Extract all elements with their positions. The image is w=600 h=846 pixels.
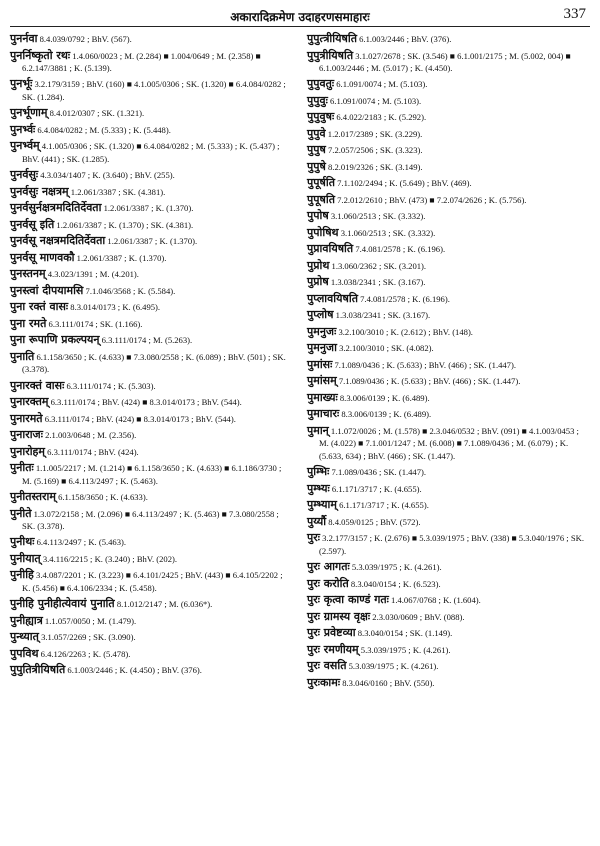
index-entry (10, 334, 293, 347)
entry-references: 7.1.102/2494 ; K. (5.649) ; BhV. (469). (334, 178, 472, 189)
index-entry (10, 50, 293, 76)
index-entry (307, 95, 590, 108)
entry-references: 3.2.177/3157 ; K. (2.676) ■ 5.3.039/1975 ; BhV. (338) ■ 5.3.040/1976 ; SK. (2.597). (319, 533, 584, 556)
entry-headword: पुनारमते (10, 411, 43, 425)
index-entry (10, 553, 293, 566)
index-entry (10, 78, 293, 104)
entry-references: 8.2.019/2326 ; SK. (3.149). (325, 161, 423, 172)
index-entry (10, 301, 293, 314)
entry-references: 6.1.158/3650 ; K. (4.633) ■ 7.3.080/2558 ; K. (6.089) ; BhV. (501) ; SK. (3.378). (22, 351, 286, 375)
entry-headword: पुनीथः (10, 535, 35, 549)
entry-headword: पुपुवुः (307, 93, 328, 107)
index-entry (307, 33, 590, 46)
index-entry (307, 499, 590, 512)
index-entry (10, 186, 293, 199)
left-column (10, 33, 293, 693)
entry-references: 7.2.012/2610 ; BhV. (473) ■ 7.2.074/2626 ; K. (5.756). (334, 194, 527, 205)
entry-references: 1.2.061/3387 ; K. (1.370). (101, 203, 194, 214)
entry-headword: पुनर्निष्कृतो रथः (10, 48, 71, 62)
index-entry (10, 648, 293, 661)
index-entry (307, 578, 590, 591)
index-entry (10, 631, 293, 644)
entry-headword: पुनर्वसू माणवकौ (10, 250, 75, 264)
entry-references: 7.1.089/0436 ; SK. (1.447). (329, 467, 427, 478)
index-entry (307, 50, 590, 76)
entry-references: 6.1.003/2446 ; BhV. (376). (356, 34, 452, 44)
entry-references: 6.1.171/3717 ; K. (4.655). (336, 500, 429, 511)
index-entry (10, 140, 293, 166)
entry-headword: पुनीहि (10, 568, 34, 582)
entry-references: 6.3.111/0174 ; K. (5.303). (64, 380, 156, 391)
entry-headword: पुनीहि पुनीहीत्येवायं पुनाति (10, 597, 115, 611)
entry-headword: पुपविथ (10, 646, 39, 660)
index-entry (10, 446, 293, 459)
entry-headword: पुप्रावयिषति (307, 242, 354, 256)
entry-references: 8.3.006/0139 ; K. (6.489). (337, 392, 430, 403)
entry-headword: पुपुषे (307, 159, 326, 173)
entry-references: 6.3.111/0174 ; M. (5.263). (99, 335, 193, 346)
entry-headword: पुप्लोष (307, 308, 334, 322)
entry-references: 8.3.006/0139 ; K. (6.489). (339, 409, 432, 420)
index-entry (10, 462, 293, 488)
index-entry (10, 429, 293, 442)
entry-headword: पुपुत्त्रीयिषति (307, 32, 357, 45)
entry-references: 1.1.057/0050 ; M. (1.479). (42, 615, 137, 626)
entry-references: 7.1.046/3568 ; K. (5.584). (83, 285, 176, 296)
index-entry (10, 107, 293, 120)
entry-references: 1.3.072/2158 ; M. (2.096) ■ 6.4.113/2497 ; K. (5.463) ■ 7.3.080/2558 ; SK. (3.378). (22, 508, 279, 531)
entry-references: 1.1.005/2217 ; M. (1.214) ■ 6.1.158/3650 ; K. (4.633) ■ 6.1.186/3730 ; M. (5.169) ■ 6.4.113/2497 ; K. (5.463). (22, 463, 282, 486)
entry-headword: पुनर्वसुः (10, 168, 39, 182)
entry-headword: पुनीतः (10, 461, 34, 475)
entry-headword: पुन्थ्यात् (10, 630, 39, 644)
index-entry (10, 598, 293, 611)
entry-headword: पुमनुजः (307, 324, 337, 338)
entry-headword: पुर्य्यौ (307, 514, 327, 528)
entry-headword: पुनीयात् (10, 551, 41, 565)
index-entry (307, 594, 590, 607)
entry-headword: पुरः वसति (307, 659, 347, 673)
entry-headword: पुनर्वसू इति (10, 217, 55, 231)
index-entry (307, 309, 590, 322)
index-entry (10, 219, 293, 232)
entry-references: 1.2.061/3387 ; K. (1.370) ; SK. (4.381). (54, 219, 194, 230)
entry-headword: पुरः रमणीयम् (307, 642, 359, 656)
index-entry (307, 111, 590, 124)
entry-references: 1.3.060/2362 ; SK. (3.201). (329, 260, 427, 271)
entry-references: 1.2.061/3387 ; SK. (4.381). (68, 186, 166, 197)
entry-references: 3.1.060/2513 ; SK. (3.332). (328, 211, 426, 222)
index-entry (10, 33, 293, 46)
entry-headword: पुनस्त्वां दीपयामसि (10, 283, 84, 297)
entry-headword: पुरःकामः (307, 675, 341, 689)
entry-headword: पुरः प्रवेष्टव्या (307, 626, 356, 640)
entry-references: 6.4.084/0282 ; M. (5.333) ; K. (5.448). (35, 124, 171, 135)
entry-references: 6.4.022/2183 ; K. (5.292). (334, 112, 427, 123)
running-title: अकारादिक्रमेण उदाहरणसमाहारः (230, 10, 370, 24)
right-column (307, 33, 590, 693)
columns (10, 33, 590, 693)
entry-references: 6.3.111/0174 ; BhV. (424). (44, 446, 139, 457)
entry-references: 1.2.061/3387 ; K. (1.370). (74, 252, 167, 263)
entry-references: 1.1.072/0026 ; M. (1.578) ■ 2.3.046/0532 ; BhV. (091) ■ 4.1.003/0453 ; M. (4.022) ■ 7.1.001/1247 ; M. (6.008) ■ 7.1.089/0436 ; M. (6.079) ; K. (5.633, 634) ; BhV. (466) ; SK. (1.447). (319, 425, 579, 461)
entry-headword: पुप्रोथ (307, 258, 330, 272)
index-entry (307, 516, 590, 529)
index-entry (307, 561, 590, 574)
index-entry (10, 413, 293, 426)
entry-headword: पुपुत्रीयिषति (307, 48, 354, 62)
entry-headword: पुना रमते (10, 316, 47, 330)
entry-references: 7.4.081/2578 ; K. (6.196). (357, 293, 450, 304)
index-entry (307, 532, 590, 558)
entry-headword: पुनीते (10, 506, 32, 520)
index-entry (10, 536, 293, 549)
entry-references: 8.4.039/0792 ; BhV. (567). (37, 34, 132, 44)
entry-references: 8.4.012/0307 ; SK. (1.321). (47, 108, 145, 119)
entry-headword: पुनर्वसुर्नक्षत्रमदितिर्देवता (10, 201, 102, 215)
entry-headword: पुरः आगतः (307, 560, 350, 574)
entry-headword: पुपुवुषः (307, 110, 335, 124)
index-entry (307, 293, 590, 306)
entry-references: 2.1.003/0648 ; M. (2.356). (42, 430, 137, 441)
index-entry (10, 615, 293, 628)
entry-references: 7.2.057/2506 ; SK. (3.323). (325, 145, 423, 156)
entry-headword: पुम्भिः (307, 465, 330, 479)
entry-references: 7.1.089/0436 ; K. (5.633) ; BhV. (466) ; SK. (1.447). (332, 359, 516, 370)
entry-headword: पुनर्वसुः नक्षत्रम् (10, 184, 69, 198)
entry-headword: पुपुष (307, 143, 326, 157)
entry-references: 3.1.027/2678 ; SK. (3.546) ■ 6.1.001/2175 ; M. (5.002, 004) ■ 6.1.003/2446 ; M. (5.017) ; K. (4.450). (319, 50, 571, 73)
index-entry (10, 285, 293, 298)
index-entry (307, 677, 590, 690)
index-entry (307, 260, 590, 273)
entry-references: 4.1.005/0306 ; SK. (1.320) ■ 6.4.084/0282 ; M. (5.333) ; K. (5.437) ; BhV. (441) ; SK. (1.285). (22, 141, 280, 164)
entry-headword: पुरः कृत्वा काण्डं गतः (307, 593, 389, 607)
entry-references: 3.1.057/2269 ; SK. (3.090). (38, 632, 136, 643)
index-entry (307, 660, 590, 673)
entry-references: 3.2.100/3010 ; K. (2.612) ; BhV. (148). (336, 326, 473, 337)
entry-headword: पुनस्तनम् (10, 267, 46, 281)
entry-references: 6.3.111/0174 ; BhV. (424) ■ 8.3.014/0173 ; BhV. (544). (42, 413, 236, 424)
index-entry (307, 227, 590, 240)
index-entry (10, 318, 293, 331)
entry-headword: पुनर्भूः (10, 77, 33, 91)
index-entry (307, 161, 590, 174)
index-entry (10, 268, 293, 281)
entry-references: 8.3.046/0160 ; BhV. (550). (340, 677, 435, 688)
index-entry (307, 144, 590, 157)
entry-headword: पुनर्वसू नक्षत्रमदितिर्देवता (10, 234, 106, 248)
entry-references: 5.3.039/1975 ; K. (4.261). (346, 661, 439, 672)
entry-headword: पुप्लावयिषति (307, 291, 358, 305)
index-entry (307, 392, 590, 405)
index-entry (10, 380, 293, 393)
entry-references: 6.4.113/2497 ; K. (5.463). (34, 537, 127, 548)
entry-references: 1.4.060/0023 ; M. (2.284) ■ 1.004/0649 ; M. (2.358) ■ 6.2.147/3881 ; K. (5.139). (22, 50, 261, 73)
index-entry (10, 396, 293, 409)
entry-headword: पुपुवतुः (307, 77, 335, 91)
entry-references: 6.1.158/3650 ; K. (4.633). (55, 492, 148, 503)
entry-references: 6.4.126/2263 ; K. (5.478). (38, 648, 131, 659)
entry-headword: पुमांसम् (307, 374, 337, 388)
entry-headword: पुनारोहम् (10, 444, 45, 458)
entry-headword: पुनीह्यात्र (10, 613, 43, 627)
entry-headword: पुनारक्तम् (10, 395, 49, 409)
index-entry (10, 124, 293, 137)
entry-references: 6.1.003/2446 ; K. (4.450) ; BhV. (376). (65, 665, 202, 676)
entry-headword: पुपूषति (307, 192, 335, 206)
index-entry (10, 169, 293, 182)
entry-headword: पुप्रोष (307, 275, 329, 289)
index-entry (307, 644, 590, 657)
index-entry (10, 351, 293, 377)
index-entry (307, 342, 590, 355)
entry-references: 1.2.017/2389 ; SK. (3.229). (325, 128, 423, 139)
entry-headword: पुम्भ्यः (307, 481, 330, 495)
entry-headword: पुनारक्तं वासः (10, 378, 65, 392)
entry-headword: पुना रक्तं वासः (10, 300, 69, 314)
entry-references: 6.3.111/0174 ; BhV. (424) ■ 8.3.014/0173 ; BhV. (544). (48, 397, 242, 408)
entry-references: 3.2.179/3159 ; BhV. (160) ■ 4.1.005/0306 ; SK. (1.320) ■ 6.4.084/0282 ; SK. (1.284). (22, 79, 286, 102)
entry-references: 2.3.030/0609 ; BhV. (088). (370, 611, 465, 622)
entry-headword: पुमांसः (307, 357, 333, 371)
entry-references: 1.2.061/3387 ; K. (1.370). (105, 236, 198, 247)
entry-headword: पुपूर्षति (307, 176, 335, 190)
entry-headword: पुपोषिथ (307, 225, 339, 239)
entry-references: 6.1.171/3717 ; K. (4.655). (329, 483, 422, 494)
index-entry (307, 611, 590, 624)
entry-references: 3.1.060/2513 ; SK. (3.332). (338, 227, 436, 238)
entry-references: 3.2.100/3010 ; SK. (4.082). (336, 343, 434, 354)
entry-references: 8.4.059/0125 ; BhV. (572). (326, 516, 421, 527)
index-entry (307, 243, 590, 256)
entry-headword: पुमनुजा (307, 341, 337, 355)
entry-references: 8.1.012/2147 ; M. (6.036*). (114, 599, 213, 610)
entry-headword: पुनाति (10, 349, 35, 363)
entry-references: 4.3.023/1391 ; M. (4.201). (45, 269, 139, 280)
page-number: 337 (563, 6, 586, 22)
index-entry (10, 569, 293, 595)
entry-headword: पुमाख्यः (307, 390, 338, 404)
entry-references: 6.1.091/0074 ; M. (5.103). (327, 95, 422, 106)
entry-references: 8.3.040/0154 ; K. (6.523). (348, 578, 441, 589)
index-entry (307, 78, 590, 91)
entry-headword: पुनर्भूणाम् (10, 106, 48, 120)
entry-headword: पुम्भ्याम् (307, 498, 337, 512)
index-entry (307, 408, 590, 421)
entry-headword: पुरः ग्रामस्य वृक्षः (307, 609, 371, 623)
entry-headword: पुमान् (307, 423, 329, 437)
entry-references: 8.3.014/0173 ; K. (6.495). (68, 302, 161, 313)
entry-headword: पुपुतित्रीयिषति (10, 663, 66, 677)
entry-headword: पुरः करोति (307, 576, 349, 590)
entry-references: 7.4.081/2578 ; K. (6.196). (353, 244, 446, 255)
entry-references: 1.3.038/2341 ; SK. (3.167). (328, 277, 426, 288)
entry-references: 1.3.038/2341 ; SK. (3.167). (333, 310, 431, 321)
index-entry (307, 425, 590, 463)
index-entry (10, 491, 293, 504)
index-entry (307, 128, 590, 141)
entry-references: 8.3.040/0154 ; SK. (1.149). (355, 628, 453, 639)
index-entry (10, 252, 293, 265)
entry-headword: पुमाचारः (307, 407, 340, 421)
entry-references: 6.3.111/0174 ; SK. (1.166). (46, 318, 143, 329)
entry-headword: पुनाराजः (10, 428, 43, 442)
index-entry (10, 508, 293, 534)
index-entry (307, 466, 590, 479)
entry-references: 5.3.039/1975 ; K. (4.261). (349, 562, 442, 573)
entry-headword: पुनर्नवा (10, 32, 38, 45)
index-entry (307, 359, 590, 372)
entry-references: 7.1.089/0436 ; K. (5.633) ; BhV. (466) ; SK. (1.447). (336, 376, 521, 387)
index-entry (10, 664, 293, 677)
index-entry (307, 210, 590, 223)
index-entry (307, 276, 590, 289)
entry-headword: पुना रूपाणि प्रकल्पयन् (10, 333, 100, 347)
page-header (10, 6, 590, 27)
entry-headword: पुनर्भ्वः (10, 122, 36, 136)
entry-headword: पुपोष (307, 209, 329, 223)
entry-headword: पुपुवे (307, 126, 326, 140)
entry-references: 3.4.087/2201 ; K. (3.223) ■ 6.4.101/2425 ; BhV. (443) ■ 6.4.105/2202 ; K. (5.456) ■ 6.4.106/2334 ; K. (5.458). (22, 570, 283, 593)
index-entry (307, 483, 590, 496)
index-entry (307, 627, 590, 640)
entry-references: 6.1.091/0074 ; M. (5.103). (334, 79, 428, 90)
index-entry (307, 326, 590, 339)
entry-references: 5.3.039/1975 ; K. (4.261). (358, 644, 451, 655)
entry-references: 4.3.034/1407 ; K. (3.640) ; BhV. (255). (38, 170, 175, 181)
entry-headword: पुरः (307, 531, 320, 545)
index-entry (307, 177, 590, 190)
entry-headword: पुनीतस्तराम् (10, 490, 56, 504)
entry-references: 3.4.116/2215 ; K. (3.240) ; BhV. (202). (40, 553, 178, 564)
entry-headword: पुनर्भ्वम् (10, 139, 40, 153)
entry-references: 1.4.067/0768 ; K. (1.604). (388, 595, 481, 606)
index-entry (307, 375, 590, 388)
index-entry (10, 235, 293, 248)
index-entry (307, 194, 590, 207)
index-entry (10, 202, 293, 215)
